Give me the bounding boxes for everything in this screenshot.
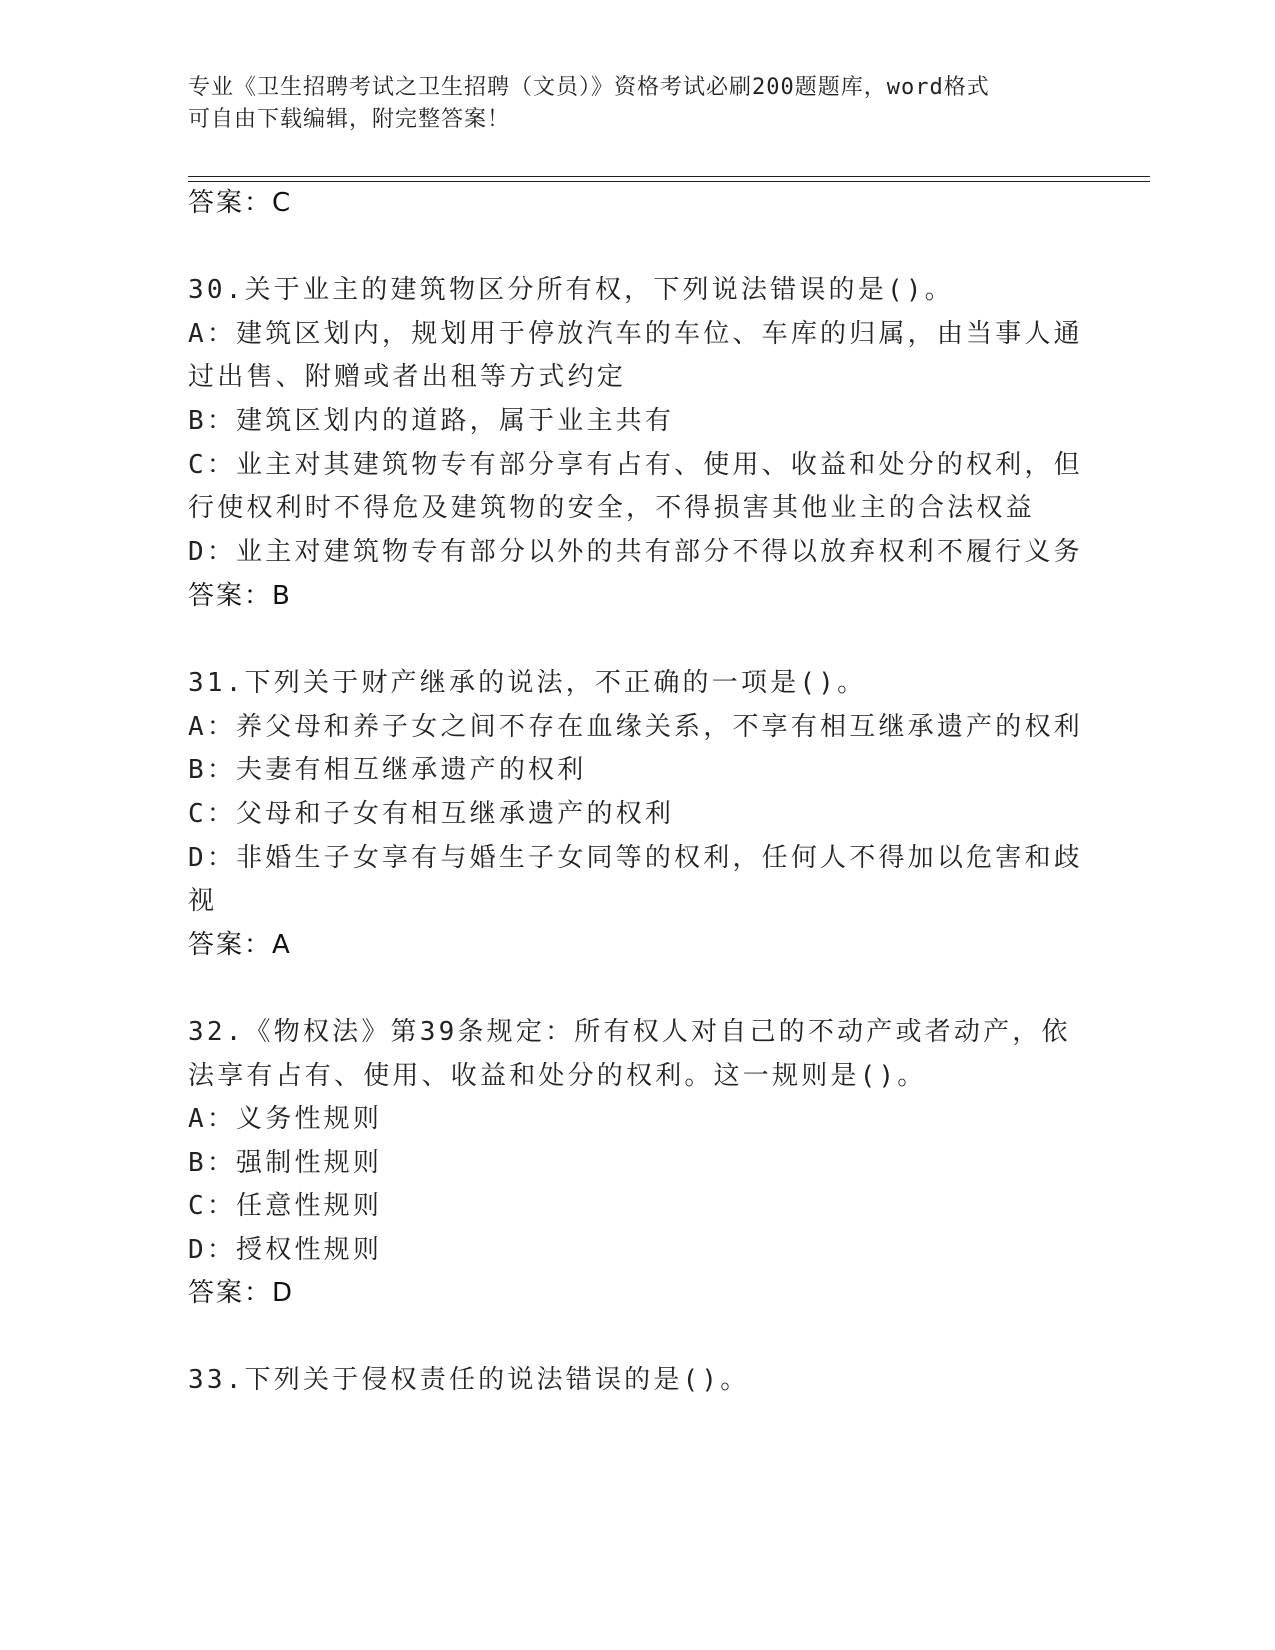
question-31-option-a: A：养父母和养子女之间不存在血缘关系，不享有相互继承遗产的权利 <box>188 712 1083 742</box>
question-31-option-d-line-2: 视 <box>188 886 218 916</box>
previous-answer: 答案：C <box>188 188 293 218</box>
question-33-stem: 33.下列关于侵权责任的说法错误的是()。 <box>188 1365 750 1395</box>
question-30-option-a-line-2: 过出售、附赠或者出租等方式约定 <box>188 362 627 392</box>
question-30-option-d: D：业主对建筑物专有部分以外的共有部分不得以放弃权利不履行义务 <box>188 537 1083 567</box>
header-rule-top <box>188 176 1150 177</box>
question-30-stem: 30.关于业主的建筑物区分所有权，下列说法错误的是()。 <box>188 275 954 305</box>
header-line-1: 专业《卫生招聘考试之卫生招聘（文员）》资格考试必刷200题题库，word格式 <box>188 75 990 100</box>
question-31-answer: 答案：A <box>188 930 292 960</box>
question-30-option-b: B：建筑区划内的道路，属于业主共有 <box>188 406 675 436</box>
question-31-stem: 31.下列关于财产继承的说法，不正确的一项是()。 <box>188 668 867 698</box>
question-32-option-d: D：授权性规则 <box>188 1235 383 1265</box>
question-32-answer: 答案：D <box>188 1278 295 1308</box>
question-32-stem-line-1: 32.《物权法》第39条规定：所有权人对自己的不动产或者动产，依 <box>188 1017 1071 1047</box>
question-31-option-d-line-1: D：非婚生子女享有与婚生子女同等的权利，任何人不得加以危害和歧 <box>188 843 1083 873</box>
question-31-option-c: C：父母和子女有相互继承遗产的权利 <box>188 799 675 829</box>
question-32-stem-line-2: 法享有占有、使用、收益和处分的权利。这一规则是()。 <box>188 1061 927 1091</box>
question-30-option-a-line-1: A：建筑区划内，规划用于停放汽车的车位、车库的归属，由当事人通 <box>188 319 1083 349</box>
question-32-option-b: B：强制性规则 <box>188 1148 383 1178</box>
question-30-answer: 答案：B <box>188 581 292 611</box>
question-31-option-b: B：夫妻有相互继承遗产的权利 <box>188 755 587 785</box>
header-rule-bottom <box>188 181 1150 182</box>
question-32-option-a: A：义务性规则 <box>188 1104 383 1134</box>
question-30-option-c-line-2: 行使权利时不得危及建筑物的安全，不得损害其他业主的合法权益 <box>188 493 1035 523</box>
page-header <box>188 72 1088 136</box>
question-32-option-c: C：任意性规则 <box>188 1191 383 1221</box>
header-line-2: 可自由下载编辑，附完整答案！ <box>188 107 511 132</box>
question-30-option-c-line-1: C：业主对其建筑物专有部分享有占有、使用、收益和处分的权利，但 <box>188 450 1083 480</box>
